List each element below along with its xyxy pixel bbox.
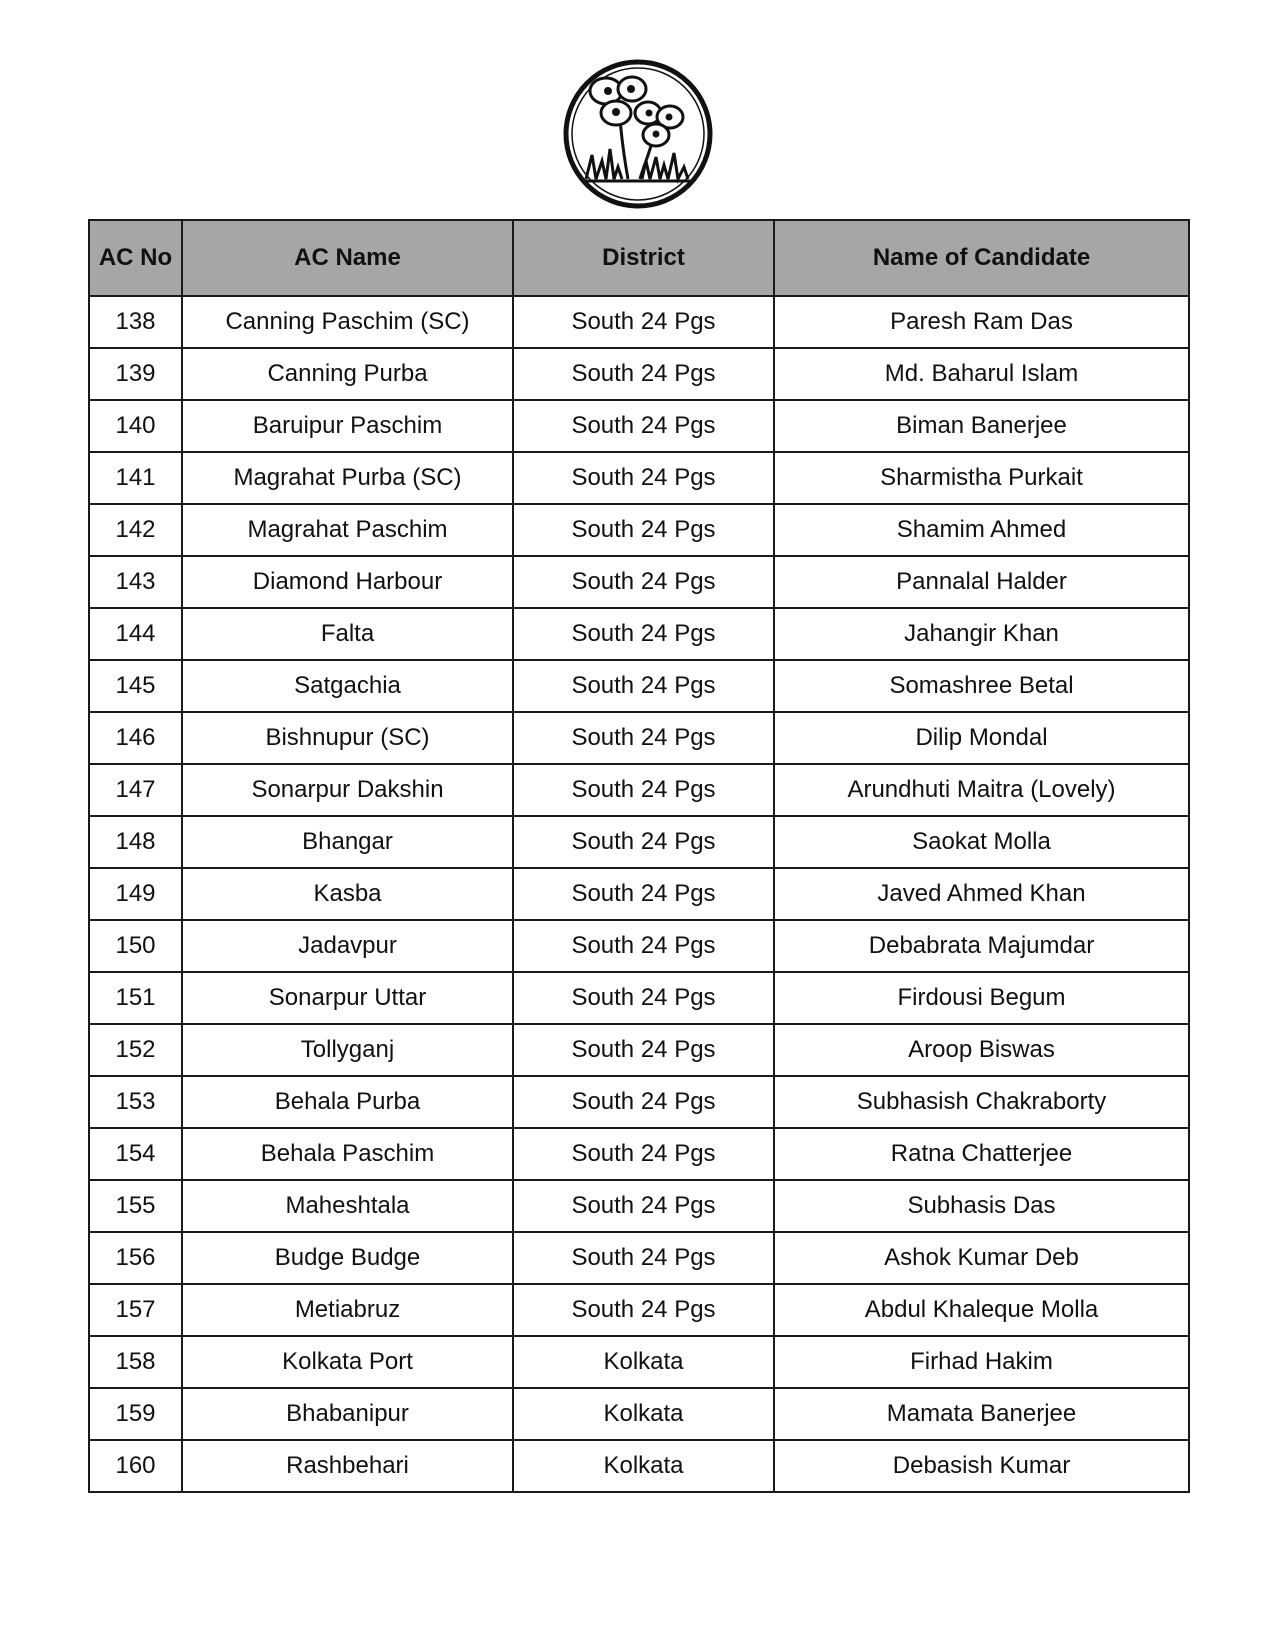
cell-ac-name: Sonarpur Uttar bbox=[182, 972, 513, 1024]
cell-district: Kolkata bbox=[513, 1388, 774, 1440]
cell-ac-no: 149 bbox=[89, 868, 182, 920]
header-ac-name: AC Name bbox=[182, 220, 513, 296]
cell-ac-no: 148 bbox=[89, 816, 182, 868]
cell-candidate: Somashree Betal bbox=[774, 660, 1189, 712]
cell-candidate: Aroop Biswas bbox=[774, 1024, 1189, 1076]
cell-district: Kolkata bbox=[513, 1336, 774, 1388]
cell-ac-name: Jadavpur bbox=[182, 920, 513, 972]
cell-candidate: Arundhuti Maitra (Lovely) bbox=[774, 764, 1189, 816]
cell-district: South 24 Pgs bbox=[513, 296, 774, 348]
table-row bbox=[89, 452, 1189, 504]
cell-candidate: Dilip Mondal bbox=[774, 712, 1189, 764]
table-row bbox=[89, 1284, 1189, 1336]
cell-ac-name: Magrahat Paschim bbox=[182, 504, 513, 556]
cell-district: South 24 Pgs bbox=[513, 348, 774, 400]
cell-candidate: Pannalal Halder bbox=[774, 556, 1189, 608]
cell-district: South 24 Pgs bbox=[513, 452, 774, 504]
cell-ac-name: Bishnupur (SC) bbox=[182, 712, 513, 764]
cell-district: South 24 Pgs bbox=[513, 1024, 774, 1076]
cell-district: South 24 Pgs bbox=[513, 920, 774, 972]
cell-ac-no: 146 bbox=[89, 712, 182, 764]
table-header-row bbox=[89, 220, 1189, 296]
cell-district: South 24 Pgs bbox=[513, 816, 774, 868]
cell-ac-name: Maheshtala bbox=[182, 1180, 513, 1232]
cell-district: South 24 Pgs bbox=[513, 1284, 774, 1336]
table-row bbox=[89, 608, 1189, 660]
cell-candidate: Md. Baharul Islam bbox=[774, 348, 1189, 400]
cell-candidate: Firdousi Begum bbox=[774, 972, 1189, 1024]
cell-candidate: Debabrata Majumdar bbox=[774, 920, 1189, 972]
cell-ac-no: 150 bbox=[89, 920, 182, 972]
table-row bbox=[89, 972, 1189, 1024]
cell-ac-name: Canning Paschim (SC) bbox=[182, 296, 513, 348]
cell-district: South 24 Pgs bbox=[513, 712, 774, 764]
cell-ac-no: 152 bbox=[89, 1024, 182, 1076]
cell-candidate: Saokat Molla bbox=[774, 816, 1189, 868]
cell-ac-no: 156 bbox=[89, 1232, 182, 1284]
cell-ac-no: 159 bbox=[89, 1388, 182, 1440]
cell-ac-name: Metiabruz bbox=[182, 1284, 513, 1336]
table-row bbox=[89, 868, 1189, 920]
cell-ac-name: Canning Purba bbox=[182, 348, 513, 400]
cell-ac-name: Magrahat Purba (SC) bbox=[182, 452, 513, 504]
cell-ac-no: 139 bbox=[89, 348, 182, 400]
cell-ac-no: 142 bbox=[89, 504, 182, 556]
table-row bbox=[89, 1440, 1189, 1492]
cell-ac-name: Baruipur Paschim bbox=[182, 400, 513, 452]
cell-ac-name: Satgachia bbox=[182, 660, 513, 712]
cell-candidate: Subhasis Das bbox=[774, 1180, 1189, 1232]
cell-candidate: Sharmistha Purkait bbox=[774, 452, 1189, 504]
table-row bbox=[89, 1076, 1189, 1128]
cell-ac-name: Tollyganj bbox=[182, 1024, 513, 1076]
table-row bbox=[89, 1232, 1189, 1284]
cell-candidate: Ashok Kumar Deb bbox=[774, 1232, 1189, 1284]
cell-candidate: Biman Banerjee bbox=[774, 400, 1189, 452]
cell-ac-no: 145 bbox=[89, 660, 182, 712]
cell-ac-name: Bhangar bbox=[182, 816, 513, 868]
cell-ac-no: 141 bbox=[89, 452, 182, 504]
cell-candidate: Mamata Banerjee bbox=[774, 1388, 1189, 1440]
cell-candidate: Subhasish Chakraborty bbox=[774, 1076, 1189, 1128]
cell-ac-name: Falta bbox=[182, 608, 513, 660]
header-district: District bbox=[513, 220, 774, 296]
table-row bbox=[89, 1180, 1189, 1232]
cell-ac-name: Behala Purba bbox=[182, 1076, 513, 1128]
cell-ac-name: Kolkata Port bbox=[182, 1336, 513, 1388]
cell-ac-no: 151 bbox=[89, 972, 182, 1024]
cell-district: South 24 Pgs bbox=[513, 400, 774, 452]
table-row bbox=[89, 400, 1189, 452]
cell-ac-no: 138 bbox=[89, 296, 182, 348]
cell-district: Kolkata bbox=[513, 1440, 774, 1492]
cell-ac-no: 147 bbox=[89, 764, 182, 816]
cell-candidate: Shamim Ahmed bbox=[774, 504, 1189, 556]
cell-district: South 24 Pgs bbox=[513, 504, 774, 556]
table-row bbox=[89, 816, 1189, 868]
cell-district: South 24 Pgs bbox=[513, 660, 774, 712]
table-row bbox=[89, 296, 1189, 348]
cell-candidate: Paresh Ram Das bbox=[774, 296, 1189, 348]
cell-ac-no: 158 bbox=[89, 1336, 182, 1388]
cell-district: South 24 Pgs bbox=[513, 868, 774, 920]
cell-ac-no: 155 bbox=[89, 1180, 182, 1232]
cell-ac-no: 160 bbox=[89, 1440, 182, 1492]
cell-ac-name: Rashbehari bbox=[182, 1440, 513, 1492]
cell-ac-no: 157 bbox=[89, 1284, 182, 1336]
cell-district: South 24 Pgs bbox=[513, 1128, 774, 1180]
party-logo bbox=[558, 57, 718, 212]
table-row bbox=[89, 920, 1189, 972]
cell-candidate: Javed Ahmed Khan bbox=[774, 868, 1189, 920]
table-row bbox=[89, 1024, 1189, 1076]
header-ac-no: AC No bbox=[89, 220, 182, 296]
cell-ac-name: Budge Budge bbox=[182, 1232, 513, 1284]
cell-candidate: Firhad Hakim bbox=[774, 1336, 1189, 1388]
table-row bbox=[89, 764, 1189, 816]
candidates-table bbox=[88, 219, 1190, 1493]
cell-ac-no: 143 bbox=[89, 556, 182, 608]
cell-ac-name: Sonarpur Dakshin bbox=[182, 764, 513, 816]
cell-district: South 24 Pgs bbox=[513, 608, 774, 660]
cell-candidate: Debasish Kumar bbox=[774, 1440, 1189, 1492]
table-row bbox=[89, 1128, 1189, 1180]
cell-ac-no: 144 bbox=[89, 608, 182, 660]
twin-flowers-grass-emblem-icon bbox=[558, 57, 718, 212]
cell-candidate: Ratna Chatterjee bbox=[774, 1128, 1189, 1180]
cell-ac-no: 153 bbox=[89, 1076, 182, 1128]
cell-district: South 24 Pgs bbox=[513, 1232, 774, 1284]
cell-ac-no: 154 bbox=[89, 1128, 182, 1180]
table-row bbox=[89, 556, 1189, 608]
table-row bbox=[89, 712, 1189, 764]
table-body bbox=[89, 296, 1189, 1492]
table-row bbox=[89, 660, 1189, 712]
cell-candidate: Abdul Khaleque Molla bbox=[774, 1284, 1189, 1336]
cell-district: South 24 Pgs bbox=[513, 1180, 774, 1232]
cell-candidate: Jahangir Khan bbox=[774, 608, 1189, 660]
cell-district: South 24 Pgs bbox=[513, 556, 774, 608]
table-row bbox=[89, 1388, 1189, 1440]
cell-ac-name: Diamond Harbour bbox=[182, 556, 513, 608]
cell-district: South 24 Pgs bbox=[513, 1076, 774, 1128]
cell-district: South 24 Pgs bbox=[513, 764, 774, 816]
cell-district: South 24 Pgs bbox=[513, 972, 774, 1024]
table-row bbox=[89, 348, 1189, 400]
cell-ac-name: Bhabanipur bbox=[182, 1388, 513, 1440]
header-candidate: Name of Candidate bbox=[774, 220, 1189, 296]
cell-ac-name: Behala Paschim bbox=[182, 1128, 513, 1180]
cell-ac-no: 140 bbox=[89, 400, 182, 452]
table-row bbox=[89, 504, 1189, 556]
table-row bbox=[89, 1336, 1189, 1388]
cell-ac-name: Kasba bbox=[182, 868, 513, 920]
